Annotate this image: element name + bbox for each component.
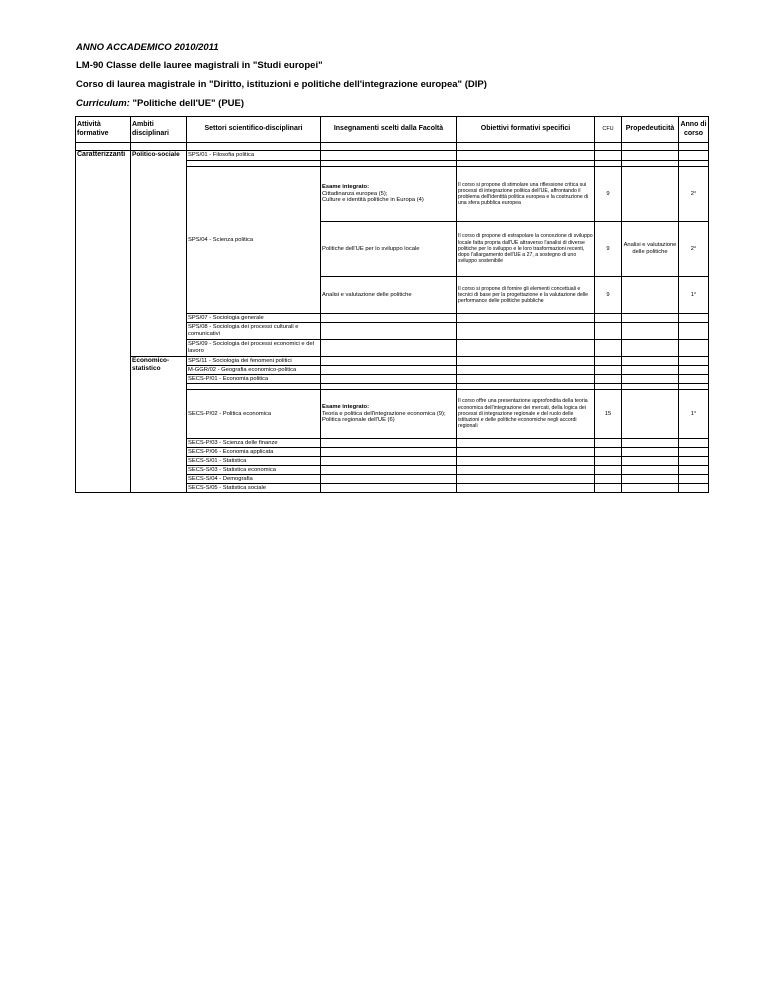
course-1-obiettivi: Il corso si propone di stimolare una riflessione critica sui processi di integrazione politica dell'UE, affrontando il problema dell'identità politica europea e la costruzione di una sfera pubblica europea: [457, 167, 595, 222]
settore-sps04: SPS/04 - Scienza politica: [187, 167, 321, 314]
curriculum-table: [75, 116, 709, 493]
settore-sps07: SPS/07 - Sociologia generale: [187, 314, 321, 323]
col-propedeuticita: Propedeuticità: [622, 117, 679, 143]
degree-class: LM-90 Classe delle lauree magistrali in "Studi europei": [76, 60, 323, 71]
col-anno: Anno di corso: [679, 117, 709, 143]
table-row: [76, 357, 709, 366]
settore-secsp06: SECS-P/06 - Economia applicata: [187, 448, 321, 457]
course-1-cfu: 9: [595, 167, 622, 222]
ambito-politico: Politico-sociale: [131, 151, 187, 357]
col-ambiti: Ambiti disciplinari: [131, 117, 187, 143]
spacer-row: [76, 143, 709, 151]
col-insegnamenti: Insegnamenti scelti dalla Facoltà: [321, 117, 457, 143]
col-cfu: CFU: [595, 117, 622, 143]
degree-course: Corso di laurea magistrale in "Diritto, istituzioni e politiche dell'integrazione europea" (DIP): [76, 79, 487, 90]
course-4-line-1: Teoria e politica dell'integrazione economica (9);: [322, 410, 446, 417]
settore-secss01: SECS-S/01 - Statistica: [187, 457, 321, 466]
academic-year: ANNO ACCADEMICO 2010/2011: [76, 42, 219, 53]
course-1-label: Esame integrato:: [322, 183, 370, 190]
settore-secsp03: SECS-P/03 - Scienza delle finanze: [187, 439, 321, 448]
course-2: Politiche dell'UE per lo sviluppo locale: [321, 222, 457, 277]
settore-sps11: SPS/11 - Sociologia dei fenomeni politici: [187, 357, 321, 366]
curriculum-label: Curriculum:: [76, 98, 130, 109]
activity-cell: Caratterizzanti: [76, 151, 131, 493]
course-4-obiettivi: Il corso offre una presentazione approfondita della teoria economica dell'integrazione dei mercati, della logica dei processi di integrazione regionale e del ruolo delle istituzioni e delle politiche economiche negli accordi regionali: [457, 390, 595, 439]
course-2-cfu: 9: [595, 222, 622, 277]
course-1-anno: 2°: [679, 167, 709, 222]
course-3-anno: 1°: [679, 277, 709, 314]
course-4-anno: 1°: [679, 390, 709, 439]
settore-secsp02: SECS-P/02 - Politica economica: [187, 390, 321, 439]
course-3-prop: [622, 277, 679, 314]
course-4-prop: [622, 390, 679, 439]
course-1-line-2: Culture e identità politiche in Europa (4): [322, 197, 424, 204]
course-2-obiettivi: Il corso di propone di estrapolare la concezione di sviluppo locale fatta propria dall'UE attraverso l'analisi di diverse politiche per lo sviluppo e le loro trasformazioni recenti, dopo l'allargamento dell'UE a 27, a sostegno di uno sviluppo sostenibile: [457, 222, 595, 277]
settore-mggr02: M-GGR/02 - Geografia economico-politica: [187, 366, 321, 375]
settore-sps08: SPS/08 - Sociologia dei processi culturali e comunicativi: [187, 323, 321, 340]
col-obiettivi: Obiettivi formativi specifici: [457, 117, 595, 143]
course-3-obiettivi: Il corso si propone di fornire gli elementi concettuali e tecnici di base per la progettazione e la valutazione delle performance delle politiche pubbliche: [457, 277, 595, 314]
course-4-label: Esame integrato:: [322, 403, 370, 410]
table-row: [76, 151, 709, 161]
course-2-anno: 2°: [679, 222, 709, 277]
course-1-line-1: Cittadinanza europea (5);: [322, 190, 388, 197]
course-1: [321, 167, 457, 222]
settore-secss03: SECS-S/03 - Statistica economica: [187, 466, 321, 475]
curriculum: [76, 98, 244, 109]
settore-secsp01: SECS-P/01 - Economia politica: [187, 375, 321, 384]
curriculum-value: "Politiche dell'UE" (PUE): [132, 98, 245, 109]
col-settori: Settori scientifico-disciplinari: [187, 117, 321, 143]
settore-secss05: SECS-S/05 - Statistica sociale: [187, 484, 321, 493]
course-2-prop: Analisi e valutazione delle politiche: [622, 222, 679, 277]
course-3-cfu: 9: [595, 277, 622, 314]
settore-sps09: SPS/09 - Sociologia dei processi economici e del lavoro: [187, 340, 321, 357]
col-attivita: Attività formative: [76, 117, 131, 143]
course-1-prop: [622, 167, 679, 222]
course-4-line-2: Politica regionale dell'UE (6): [322, 417, 395, 424]
course-3: Analisi e valutazione delle politiche: [321, 277, 457, 314]
course-4-cfu: 15: [595, 390, 622, 439]
settore-secss04: SECS-S/04 - Demografia: [187, 475, 321, 484]
settore-sps01: SPS/01 - Filosofia politica: [187, 151, 321, 161]
course-4: [321, 390, 457, 439]
table-header-row: [76, 117, 709, 143]
ambito-economico: Economico-statistico: [131, 357, 187, 493]
